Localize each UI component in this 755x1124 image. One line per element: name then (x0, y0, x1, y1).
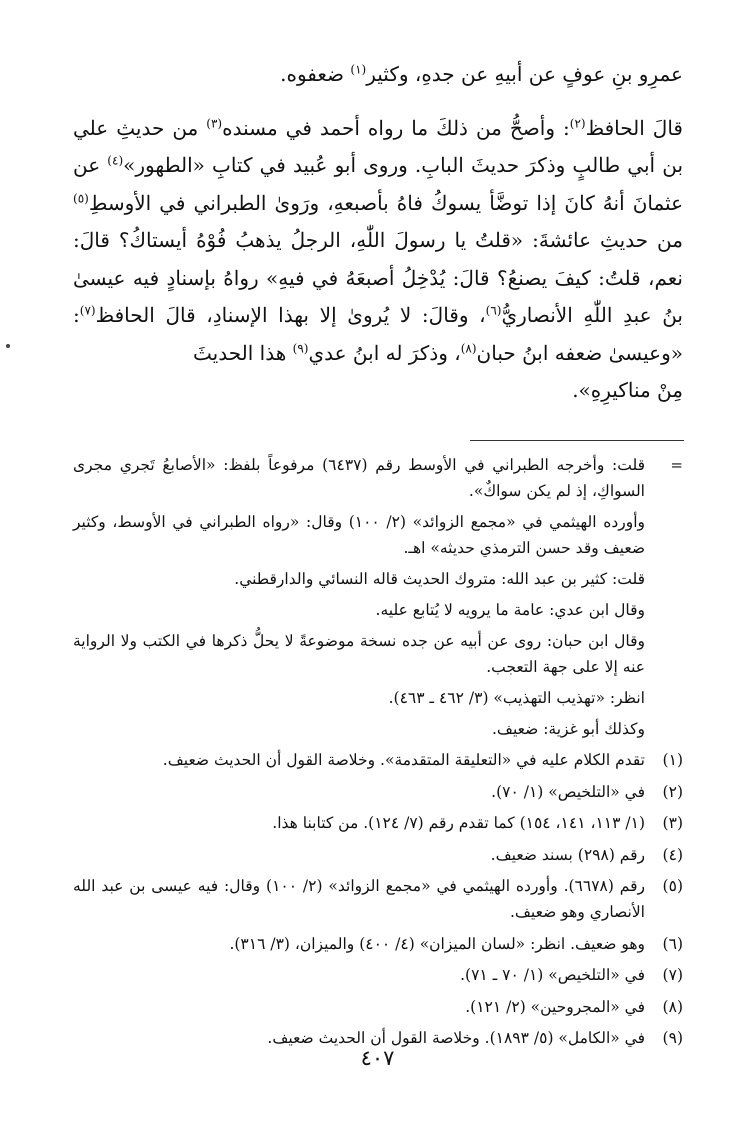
footnote-1 (73, 747, 683, 773)
footnote-2 (73, 779, 683, 805)
footnote-ref: (٣) (206, 115, 223, 130)
footnote-number: (٣) (662, 814, 683, 832)
footnote-number: (٦) (662, 934, 683, 953)
footnote-text: في «التلخيص» (١/ ٧٠). (491, 782, 645, 801)
footnote-line: وأورده الهيثمي في «مجمع الزوائد» (٢/ ١٠٠) وقال: «رواه الطبراني في الأوسط، وكثير ضعيف وقد حسن الترمذي حديثه» اهـ. (73, 513, 645, 557)
footnote-number: (٥) (662, 877, 683, 895)
footnote-5 (73, 873, 683, 925)
text-run: عمرِو بنِ عوفٍ عن أبيهِ عن جدهِ، وكثير (366, 62, 683, 86)
text-run: ، وذكرَ له ابنُ عدي (308, 340, 461, 365)
footnote-ref: (٩) (292, 340, 309, 355)
text-run: من حديثِ عائشةَ: «قلتُ يا رسولَ اللّٰهِ، الرجلُ يذهبُ فُوْهُ أيستاكُ؟ قالَ: نعم، قلتُ: كيفَ يصنعُ؟ قالَ: يُدْخِلُ أصبعَهُ في فيهِ» رواهُ بإسنادٍ فيه عيسىٰ بنُ عبدِ اللّٰهِ الأنصاريُّ (73, 228, 683, 327)
page-number: ٤٠٧ (360, 1046, 395, 1070)
footnote-text: تقدم الكلام عليه في «التعليقة المتقدمة». وخلاصة القول أن الحديث ضعيف. (162, 751, 645, 769)
paragraph-1 (73, 56, 683, 94)
text-run: ، وقالَ: لا يُروىٰ إلا بهذا الإسنادِ، قالَ الحافظ (95, 303, 486, 327)
footnote-line: قلت: كثير بن عبد الله: متروك الحديث قاله النسائي والدارقطني. (234, 570, 645, 588)
footnote-number: (٤) (662, 845, 683, 864)
text-run: هذا الحديثَ (193, 340, 293, 365)
footnote-separator (470, 440, 684, 441)
text-run: قالَ الحافظ (585, 115, 683, 140)
scan-speck (6, 344, 10, 348)
text-run: عن عثمانَ أنهُ كانَ إذا توضَّأ يسوكُ فاهُ بأصبعهِ، ورَوىٰ الطبراني في الأوسطِ (73, 153, 684, 215)
footnote-ref: (٧) (79, 303, 96, 318)
footnote-6 (73, 931, 683, 957)
footnote-line: وكذلك أبو غزية: ضعيف. (492, 720, 645, 738)
continuation-mark: = (670, 456, 683, 474)
footnote-number: (٩) (662, 1029, 683, 1047)
footnote-text: رقم (٢٩٨) بسند ضعيف. (490, 845, 645, 864)
footnote-line: وقال ابن عدي: عامة ما يرويه لا يُتابع عليه. (375, 601, 645, 619)
text-run: من حديثِ علي بن أبي طالبٍ وذكرَ حديثَ البابِ. وروى أبو عُبيد في كتابِ «الطهور» (73, 115, 684, 177)
footnote-ref: (٤) (107, 153, 124, 168)
footnote-ref: (٦) (485, 303, 502, 318)
main-text (73, 56, 683, 410)
footnote-4 (73, 842, 683, 868)
footnote-8 (73, 994, 683, 1020)
footnote-text: وهو ضعيف. انظر: «لسان الميزان» (٤/ ٤٠٠) والميزان، (٣/ ٣١٦). (229, 934, 645, 953)
footnote-ref: (١) (350, 62, 367, 77)
footnote-number: (٨) (662, 997, 683, 1016)
footnote-text: رقم (٦٦٧٨). وأورده الهيثمي في «مجمع الزوائد» (٢/ ١٠٠) وقال: فيه عيسى بن عبد الله الأنصاري وهو ضعيف. (73, 877, 645, 921)
footnote-line: قلت: وأخرجه الطبراني في الأوسط رقم (٦٤٣٧) مرفوعاً بلفظ: «الأصابعُ تَجري مجرى السواكِ، إذ لم يكن سواكٌ». (73, 456, 646, 500)
text-run: : وأصحُّ من ذلكَ ما رواه أحمد في مسنده (222, 115, 570, 140)
footnote-text: في «التلخيص» (١/ ٧٠ ـ ٧١). (460, 966, 645, 984)
text-run: ضعفوه. (280, 62, 351, 86)
footnote-continuation (73, 452, 683, 742)
footnote-text: في «المجروحين» (٢/ ١٢١). (465, 997, 645, 1016)
footnote-ref: (٨) (460, 340, 477, 355)
footnote-7 (73, 962, 683, 988)
footnote-line: انظر: «تهذيب التهذيب» (٣/ ٤٦٢ ـ ٤٦٣). (388, 689, 645, 707)
footnote-text: في «الكامل» (٥/ ١٨٩٣). وخلاصة القول أن الحديث ضعيف. (267, 1029, 645, 1047)
footnote-line: وقال ابن حبان: روى عن أبيه عن جده نسخة موضوعةً لا يحلُّ ذكرها في الكتب ولا الرواية عنه إلا على جهة التعجب. (73, 632, 645, 676)
footnote-ref: (٥) (73, 190, 89, 205)
paragraph-3: مِنْ مناكيرِهِ». (572, 378, 683, 402)
footnote-ref: (٢) (569, 115, 586, 130)
footnotes (73, 452, 683, 1057)
footnote-number: (٧) (662, 966, 683, 984)
footnote-text: (١/ ١١٣، ١٤١، ١٥٤) كما تقدم رقم (٧/ ١٢٤). من كتابنا هذا. (272, 814, 645, 832)
footnote-number: (١) (662, 751, 683, 769)
text-run: : «وعيسىٰ ضعفه ابنُ حبان (73, 303, 683, 365)
footnote-3 (73, 810, 683, 836)
footnote-number: (٢) (662, 782, 683, 801)
paragraph-2 (73, 110, 683, 373)
